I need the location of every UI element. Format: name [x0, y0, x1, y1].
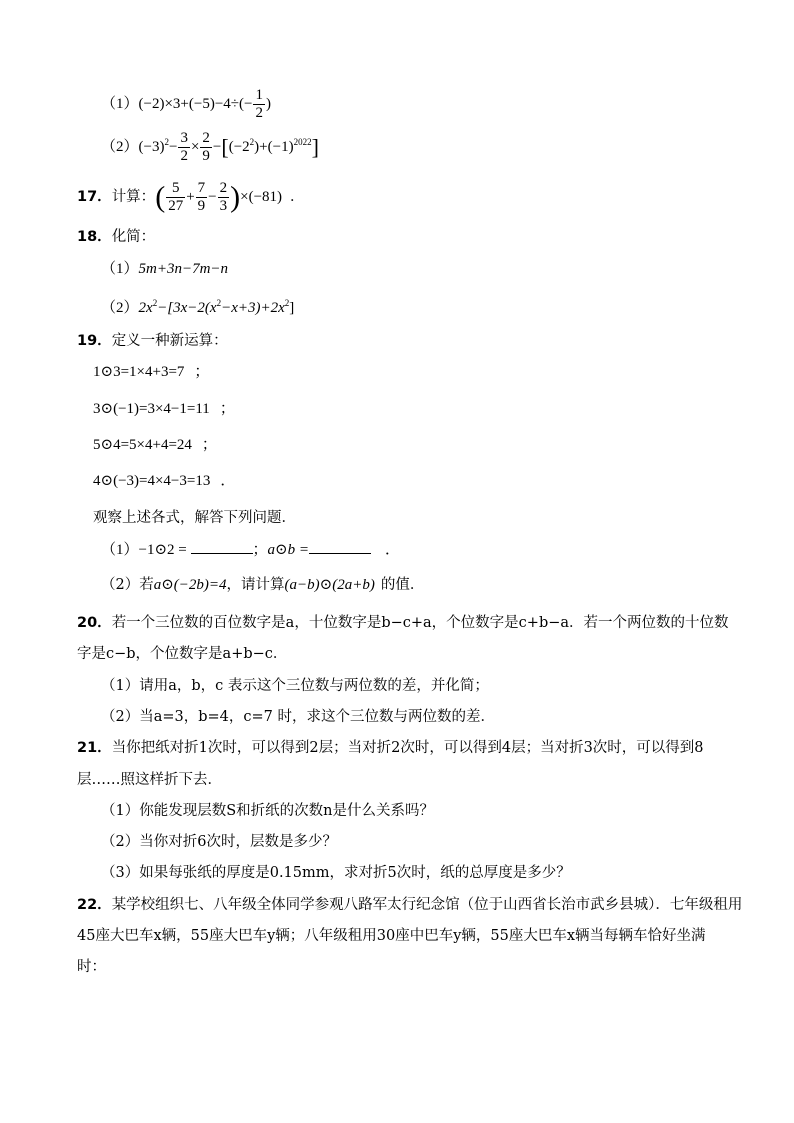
q21-line2 — [77, 770, 222, 790]
q16-part1-tail: ) — [265, 95, 271, 112]
operator: − — [212, 138, 222, 155]
fraction-half — [253, 87, 265, 122]
fraction-numerator: 2 — [202, 130, 210, 146]
fraction-denominator: 9 — [202, 148, 210, 164]
q19-example-1 — [93, 362, 209, 382]
question-text: 若一个三位数的百位数字是a，十位数字是b−c+a，个位数字是c+b−a．若一个两位数的十位数 — [111, 615, 729, 631]
question-text: 45座大巴车x辆，55座大巴车y辆；八年级租用30座中巴车y辆，55座大巴车x辆当每辆车恰好坐满 — [77, 928, 706, 944]
fraction — [200, 130, 212, 165]
question-label: 定义一种新运算： — [111, 333, 228, 349]
fraction-numerator: 7 — [197, 180, 206, 196]
part-text: （1）请用a，b，c 表示这个三位数与两位数的差，并化简； — [101, 678, 489, 694]
fraction-numerator: 5 — [166, 180, 185, 198]
q22-line1 — [77, 895, 742, 915]
condition-expression: a⊙(−2b)=4 — [153, 577, 227, 593]
punctuation: ． — [220, 473, 236, 489]
q20-line2 — [77, 644, 287, 664]
punctuation: ； — [194, 364, 210, 380]
expr-term: −[3x−2(x — [157, 300, 217, 316]
part-label: （2） — [101, 577, 140, 593]
q19-part1-b: a⊙b = — [267, 542, 309, 558]
q21-part1 — [101, 801, 434, 821]
fraction — [218, 180, 230, 215]
fraction-numerator: 3 — [180, 130, 188, 146]
q20-line1 — [77, 613, 729, 633]
question-text: 层……照这样折下去． — [77, 772, 222, 788]
q16-part1-expression: (−2)×3+(−5)−4÷(− — [138, 95, 253, 112]
q18-part2 — [101, 293, 294, 318]
q22-line2 — [77, 926, 706, 946]
part-text: （3）如果每张纸的厚度是0.15mm，求对折5次时，纸的总厚度是多少？ — [101, 865, 571, 881]
answer-blank[interactable] — [191, 539, 253, 554]
example-expression: 1⊙3=1×4+3=7 — [93, 364, 185, 380]
question-text: 当你把纸对折1次时，可以得到2层；当对折2次时，可以得到4层；当对折3次时，可以得到8 — [111, 740, 704, 756]
expr-term: −x+3)+2x — [221, 300, 285, 316]
text: 的值． — [380, 577, 425, 593]
q16-part2-base: (−3) — [138, 138, 165, 155]
q16-part2: $(2)(-3)^2-$ $\frac{3}{2}$ × $\frac{2}{9}$ $-[(-2^2)+(-1)^{2022}]$ — [101, 130, 319, 164]
question-number: 18． — [77, 229, 112, 245]
question-number: 21． — [77, 740, 112, 756]
exponent: 2 — [249, 136, 255, 147]
q16-part1 — [101, 87, 271, 122]
q17-tail: ×(−81) — [240, 188, 283, 205]
part-label: （1） — [101, 542, 139, 558]
question-label: 计算： — [111, 188, 156, 205]
punctuation: ； — [201, 437, 217, 453]
q22-line3 — [77, 957, 106, 977]
instruction-text: 观察上述各式，解答下列问题． — [93, 510, 296, 526]
example-expression: 4⊙(−3)=4×4−3=13 — [93, 473, 211, 489]
answer-blank[interactable] — [309, 539, 371, 554]
operator: − — [208, 188, 217, 205]
example-expression: 5⊙4=5×4+4=24 — [93, 437, 192, 453]
part-text: （2）当a=3，b=4，c=7 时，求这个三位数与两位数的差． — [101, 709, 496, 725]
q21-line1 — [77, 738, 704, 758]
q19-instruction — [93, 508, 296, 528]
q19-header — [77, 331, 228, 351]
q18-part1 — [101, 259, 228, 279]
text: 若 — [139, 577, 154, 593]
fraction-denominator: 2 — [255, 105, 263, 121]
q18-header — [77, 227, 155, 247]
question-label: 化简： — [111, 229, 156, 245]
q21-part2 — [101, 832, 337, 852]
fraction — [196, 180, 208, 215]
q19-example-4 — [93, 471, 235, 491]
question-number: 19． — [77, 333, 112, 349]
fraction-numerator: 1 — [255, 87, 263, 103]
question-text: 某学校组织七、八年级全体同学参观八路军太行纪念馆（位于山西省长治市武乡县城）．七年级租用 — [111, 897, 743, 913]
operator: + — [186, 188, 195, 205]
punctuation: ． — [290, 188, 305, 205]
bracket-term: (−2 — [228, 138, 250, 155]
part-label: （2） — [101, 300, 139, 316]
fraction-denominator: 27 — [168, 198, 184, 214]
fraction-denominator: 2 — [180, 148, 188, 164]
punctuation: ． — [384, 542, 400, 558]
question-text: 时： — [77, 959, 106, 975]
exponent: 2 — [216, 298, 222, 308]
bracket-term: )+(−1) — [254, 138, 294, 155]
text: ，请计算 — [226, 577, 285, 593]
part-text: （1）你能发现层数S和折纸的次数n是什么关系吗？ — [101, 803, 434, 819]
punctuation: ； — [219, 401, 235, 417]
q17: 17．计算：( $\frac{5}{27}$ + $\frac{7}{9}$ − $\frac{2}{3}$ )×(−81) ． — [77, 180, 305, 214]
fraction-denominator: 9 — [197, 198, 206, 214]
fraction-numerator: 2 — [219, 180, 228, 196]
q19-example-2 — [93, 399, 235, 419]
operator: − — [168, 138, 178, 155]
target-expression: (a−b)⊙(2a+b) — [284, 577, 375, 593]
exponent: 2022 — [293, 136, 312, 147]
exponent: 2 — [152, 298, 158, 308]
question-number: 20． — [77, 615, 112, 631]
q19-part1: （1）−1⊙2 = ；a⊙b = ． — [101, 539, 400, 560]
operator: × — [190, 138, 200, 155]
fraction-denominator: 3 — [219, 198, 228, 214]
q19-part1-a: −1⊙2 = — [138, 542, 187, 558]
q20-part1 — [101, 676, 489, 696]
example-expression: 3⊙(−1)=3×4−1=11 — [93, 401, 210, 417]
q21-part3 — [101, 863, 571, 883]
question-number: 22． — [77, 897, 112, 913]
fraction — [178, 130, 190, 165]
q19-part2 — [101, 575, 424, 595]
part-label: （1） — [101, 261, 139, 277]
fraction — [166, 180, 185, 215]
question-text: 字是c−b，个位数字是a+b−c． — [77, 646, 288, 662]
q19-example-3 — [93, 435, 217, 455]
exponent: 2 — [284, 298, 290, 308]
question-number: 17． — [77, 188, 112, 205]
q16-part1-label: （1） — [101, 95, 139, 112]
q16-part2-label: （2） — [101, 138, 139, 155]
expr-term: 2x — [138, 300, 153, 316]
q18-part1-expression: 5m+3n−7m−n — [138, 261, 229, 277]
part-text: （2）当你对折6次时，层数是多少？ — [101, 834, 337, 850]
expr-term: ] — [289, 300, 295, 316]
q20-part2 — [101, 707, 495, 727]
exponent: 2 — [164, 136, 169, 147]
